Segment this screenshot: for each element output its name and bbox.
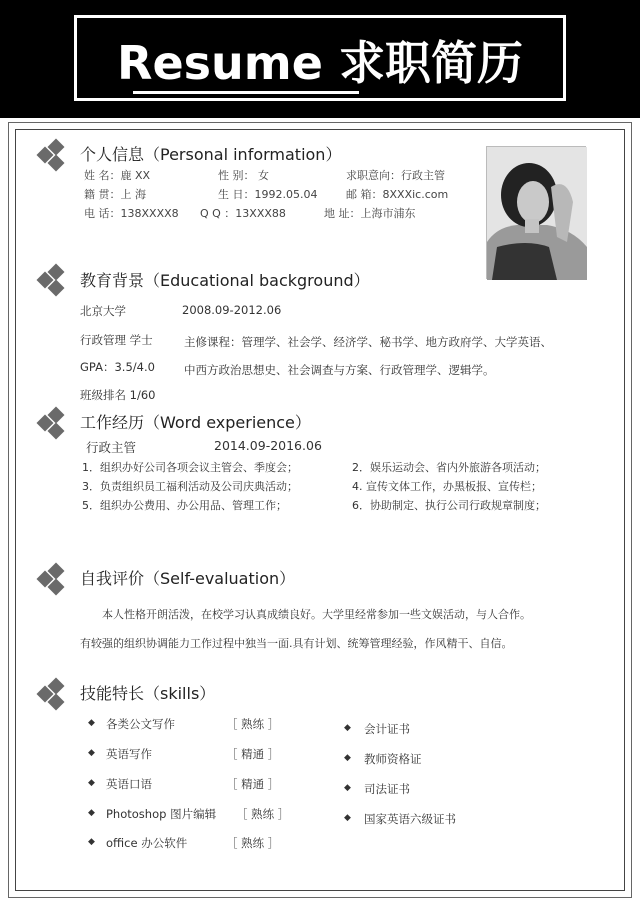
personal-qq: Q Q ：13XXX88 xyxy=(200,207,286,220)
certificate-name: 国家英语六级证书 xyxy=(364,812,456,826)
personal-origin: 籍 贯：上 海 xyxy=(84,188,146,201)
certificate-name: 教师资格证 xyxy=(364,752,422,766)
education-rank-clip xyxy=(76,385,176,402)
work-duty: 4. 宣传文体工作，办黑板报、宣传栏； xyxy=(352,480,542,493)
personal-address: 地 址：上海市浦东 xyxy=(324,207,416,220)
personal-section-title: 个人信息（Personal information） xyxy=(80,145,342,164)
self-eval-line2: 有较强的组织协调能力工作过程中独当一面.具有计划、统筹管理经验，作风精干、自信。 xyxy=(80,637,513,650)
personal-phone: 电 话：138XXXX8 xyxy=(84,207,179,220)
personal-name: 姓 名：鹿 XX xyxy=(84,169,151,182)
portrait-photo xyxy=(486,146,586,279)
education-courses-line1: 主修课程：管理学、社会学、经济学、秘书学、地方政府学、大学英语、 xyxy=(184,335,552,349)
skill-level: ［ 熟练 ］ xyxy=(226,836,280,850)
diamond-bullet-icon: ◆ xyxy=(344,783,351,793)
work-section-title: 工作经历（Word experience） xyxy=(80,413,311,432)
work-duty: 3．负责组织员工福利活动及公司庆典活动； xyxy=(82,480,298,493)
diamond-icon xyxy=(36,265,68,299)
diamond-bullet-icon: ◆ xyxy=(344,723,351,733)
skills-section-title: 技能特长（skills） xyxy=(80,684,216,703)
education-section-title: 教育背景（Educational background） xyxy=(80,271,370,290)
skill-level: ［ 精通 ］ xyxy=(226,777,280,791)
work-duty: 6．协助制定、执行公司行政规章制度； xyxy=(352,499,546,512)
diamond-icon xyxy=(36,564,68,598)
diamond-bullet-icon: ◆ xyxy=(88,748,95,758)
title-box xyxy=(74,15,566,101)
skill-level: ［ 熟练 ］ xyxy=(236,807,290,821)
work-position: 行政主管 xyxy=(86,440,137,455)
diamond-bullet-icon: ◆ xyxy=(344,753,351,763)
page-title: Resume 求职简历 xyxy=(117,36,523,90)
education-school: 北京大学 xyxy=(80,304,126,318)
title-underline xyxy=(133,91,359,94)
education-gpa: GPA：3.5/4.0 xyxy=(80,360,155,374)
diamond-icon xyxy=(36,140,68,174)
diamond-bullet-icon: ◆ xyxy=(88,778,95,788)
personal-email: 邮 箱：8XXXic.com xyxy=(346,188,449,201)
education-courses-line2: 中西方政治思想史、社会调查与方案、行政管理学、逻辑学。 xyxy=(184,363,495,377)
skill-level: ［ 熟练 ］ xyxy=(226,717,280,731)
skills-list-clip xyxy=(0,705,640,850)
portrait-image xyxy=(487,147,587,280)
diamond-bullet-icon: ◆ xyxy=(88,837,95,847)
personal-job-target: 求职意向：行政主管 xyxy=(346,169,445,182)
diamond-icon xyxy=(36,408,68,442)
diamond-bullet-icon: ◆ xyxy=(88,718,95,728)
work-duty: 1．组织办好公司各项会议主管会、季度会； xyxy=(82,461,298,474)
work-period: 2014.09-2016.06 xyxy=(214,438,322,453)
certificate-name: 会计证书 xyxy=(364,722,410,736)
personal-birthday: 生 日：1992.05.04 xyxy=(218,188,318,201)
skill-name: 各类公文写作 xyxy=(106,717,175,731)
work-duty: 2．娱乐运动会、省内外旅游各项活动； xyxy=(352,461,546,474)
diamond-bullet-icon: ◆ xyxy=(344,813,351,823)
certificate-name: 司法证书 xyxy=(364,782,410,796)
education-period: 2008.09-2012.06 xyxy=(182,303,282,317)
personal-gender: 性 别： 女 xyxy=(218,169,269,182)
self-eval-section-title: 自我评价（Self-evaluation） xyxy=(80,569,296,588)
title-banner xyxy=(0,0,640,118)
skill-name: 英语口语 xyxy=(106,777,152,791)
skill-name: Photoshop 图片编辑 xyxy=(106,807,217,821)
self-eval-line1: 本人性格开朗活泼，在校学习认真成绩良好。大学里经常参加一些文娱活动，与人合作。 xyxy=(102,608,531,621)
education-rank: 班级排名 1/60 xyxy=(80,388,156,402)
skill-name: office 办公软件 xyxy=(106,836,188,850)
work-duty: 5．组织办公费用、办公用品、管理工作； xyxy=(82,499,287,512)
diamond-bullet-icon: ◆ xyxy=(88,808,95,818)
education-degree: 行政管理 学士 xyxy=(80,333,153,347)
skill-level: ［ 精通 ］ xyxy=(226,747,280,761)
skill-name: 英语写作 xyxy=(106,747,152,761)
